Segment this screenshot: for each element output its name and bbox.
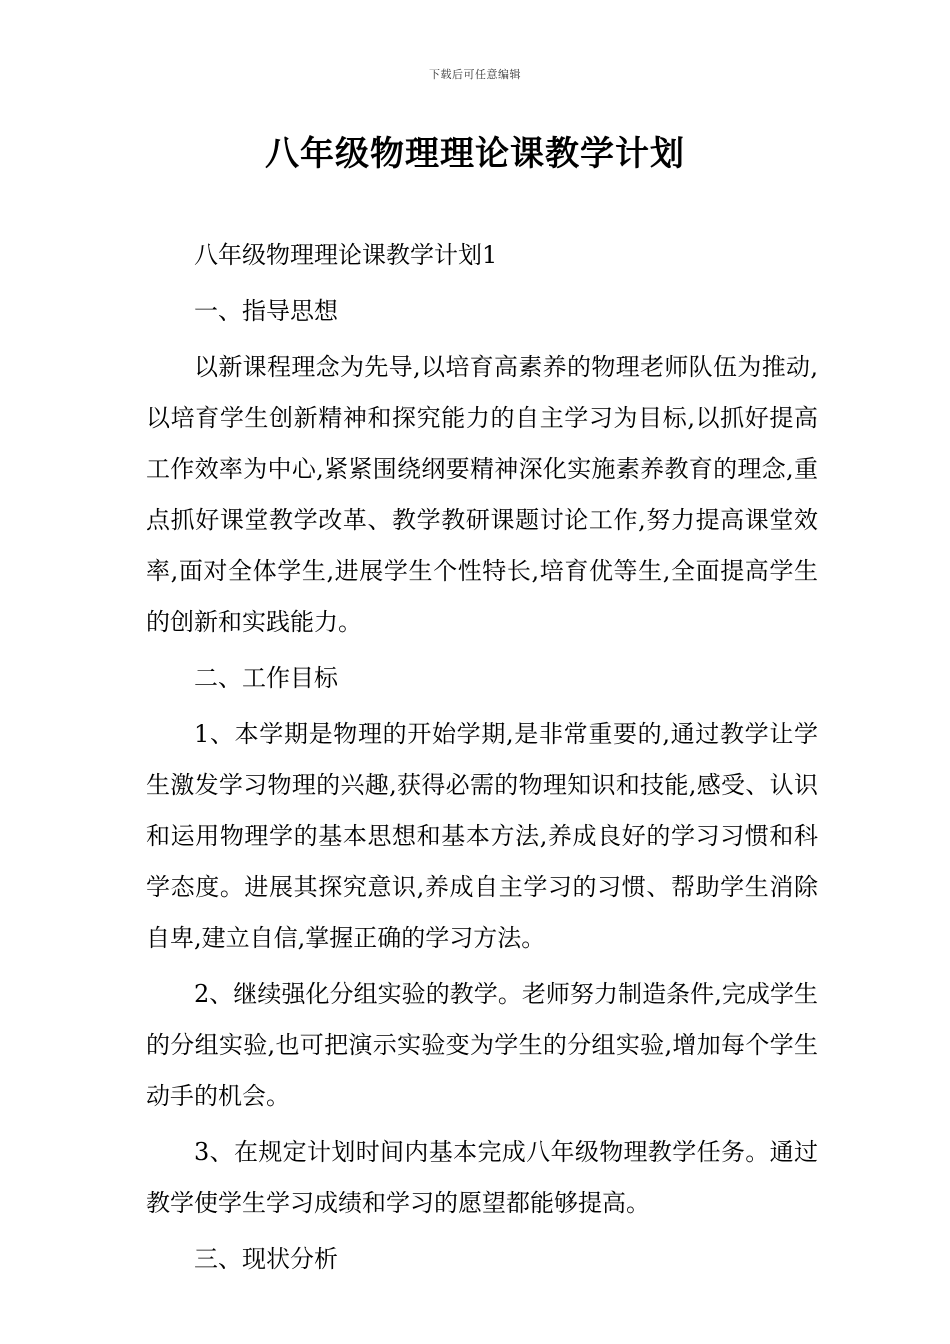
section-heading-guiding-thought: 一、指导思想 (194, 297, 338, 325)
section-heading-work-goals: 二、工作目标 (194, 664, 338, 692)
paragraph-goal-3: 3、在规定计划时间内基本完成八年级物理教学任务。通过教学使学生学习成绩和学习的愿望都能够提高。 (146, 1138, 818, 1217)
document-title: 八年级物理理论课教学计划 (265, 134, 685, 174)
paragraph-goal-1: 1、本学期是物理的开始学期,是非常重要的,通过教学让学生激发学习物理的兴趣,获得必需的物理知识和技能,感受、认识和运用物理学的基本思想和基本方法,养成良好的学习习惯和科学态度。进展其探究意识,养成自主学习的习惯、帮助学生消除自卑,建立自信,掌握正确的学习方法。 (146, 720, 818, 952)
section-subtitle: 八年级物理理论课教学计划1 (194, 241, 498, 269)
document-body (146, 230, 818, 1290)
paragraph-guiding-thought: 以新课程理念为先导,以培育高素养的物理老师队伍为推动,以培育学生创新精神和探究能力的自主学习为目标,以抓好提高工作效率为中心,紧紧围绕纲要精神深化实施素养教育的理念,重点抓好课堂教学改革、教学教研课题讨论工作,努力提高课堂效率,面对全体学生,进展学生个性特长,培育优等生,全面提高学生的创新和实践能力。 (146, 353, 818, 636)
paragraph-goal-2: 2、继续强化分组实验的教学。老师努力制造条件,完成学生的分组实验,也可把演示实验变为学生的分组实验,增加每个学生动手的机会。 (146, 980, 818, 1110)
header-note: 下载后可任意编辑 (429, 68, 521, 81)
section-heading-status-analysis: 三、现状分析 (194, 1245, 338, 1273)
